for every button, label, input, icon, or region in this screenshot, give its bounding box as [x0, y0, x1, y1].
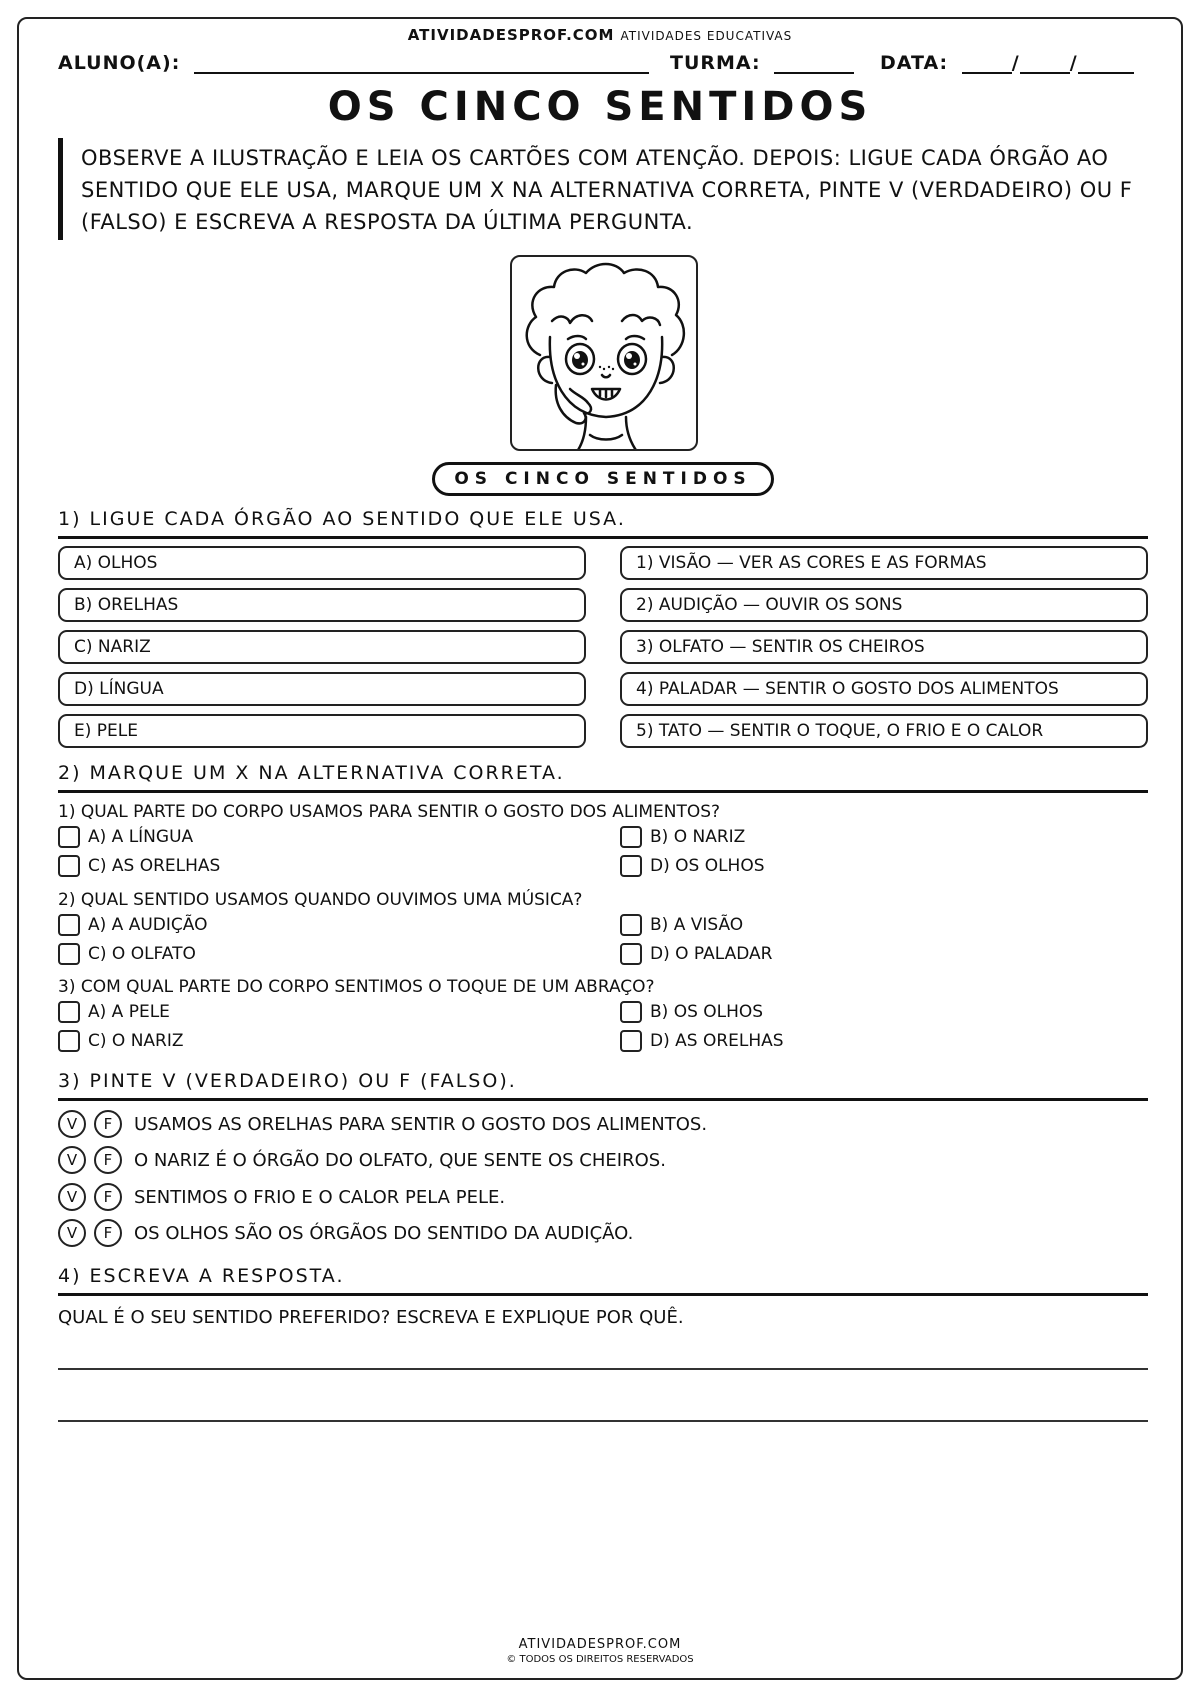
checkbox[interactable] [58, 826, 80, 848]
organ-card-b[interactable]: B) ORELHAS [58, 588, 586, 622]
option-label: B) O NARIZ [650, 827, 746, 847]
option-label: B) A VISÃO [650, 915, 744, 935]
turma-label: TURMA: [670, 52, 761, 74]
checkbox[interactable] [620, 914, 642, 936]
checkbox[interactable] [620, 1001, 642, 1023]
instructions-text: OBSERVE A ILUSTRAÇÃO E LEIA OS CARTÕES COM ATENÇÃO. DEPOIS: LIGUE CADA ÓRGÃO AO SENTIDO QUE ELE USA, MARQUE UM X NA ALTERNATIVA CORRETA, PINTE V (VERDADEIRO) OU F (FALSO) E ESCREVA A RESPOSTA DA ÚLTIMA PERGUNTA. [58, 138, 1148, 240]
statement-text: SENTIMOS O FRIO E O CALOR PELA PELE. [134, 1186, 506, 1208]
question-1-text: 1) QUAL PARTE DO CORPO USAMOS PARA SENTIR O GOSTO DOS ALIMENTOS? [58, 802, 721, 822]
q2-option-b[interactable] [620, 914, 743, 936]
option-label: A) A LÍNGUA [88, 827, 194, 847]
data-day-line[interactable] [962, 54, 1012, 74]
sense-card-1[interactable]: 1) VISÃO — VER AS CORES E AS FORMAS [620, 546, 1148, 580]
section2-title: 2) MARQUE UM X NA ALTERNATIVA CORRETA. [58, 762, 1148, 793]
student-info-row [58, 52, 1148, 82]
q1-option-d[interactable] [620, 855, 765, 877]
q3-option-c[interactable] [58, 1030, 184, 1052]
q3-option-d[interactable] [620, 1030, 784, 1052]
site-header [0, 26, 1200, 44]
false-circle[interactable]: F [94, 1219, 122, 1247]
option-label: A) A AUDIÇÃO [88, 915, 208, 935]
false-circle[interactable]: F [94, 1146, 122, 1174]
checkbox[interactable] [58, 855, 80, 877]
date-separator: / [1011, 52, 1020, 74]
option-label: A) A PELE [88, 1002, 170, 1022]
option-label: D) OS OLHOS [650, 856, 765, 876]
option-label: C) O NARIZ [88, 1031, 184, 1051]
tf-statement-3 [58, 1183, 505, 1213]
page-title: OS CINCO SENTIDOS [327, 84, 873, 130]
checkbox[interactable] [58, 1030, 80, 1052]
statement-text: OS OLHOS SÃO OS ÓRGÃOS DO SENTIDO DA AUDIÇÃO. [134, 1222, 634, 1244]
child-face-illustration [510, 255, 698, 451]
answer-line-1[interactable] [58, 1368, 1148, 1370]
q1-option-a[interactable] [58, 826, 193, 848]
footer-rights: © TODOS OS DIREITOS RESERVADOS [506, 1654, 694, 1665]
footer-site: ATIVIDADESPROF.COM [518, 1637, 682, 1652]
q3-option-b[interactable] [620, 1001, 763, 1023]
q2-option-a[interactable] [58, 914, 207, 936]
q2-option-d[interactable] [620, 943, 772, 965]
checkbox[interactable] [620, 855, 642, 877]
site-tagline: ATIVIDADES EDUCATIVAS [620, 29, 793, 43]
true-circle[interactable]: V [58, 1146, 86, 1174]
data-year-line[interactable] [1078, 54, 1134, 74]
section1-title: 1) LIGUE CADA ÓRGÃO AO SENTIDO QUE ELE USA. [58, 508, 1148, 539]
aluno-label: ALUNO(A): [58, 52, 181, 74]
tf-statement-1 [58, 1110, 707, 1140]
false-circle[interactable]: F [94, 1183, 122, 1211]
site-name: ATIVIDADESPROF.COM [407, 26, 615, 44]
section4-title: 4) ESCREVA A RESPOSTA. [58, 1265, 1148, 1296]
statement-text: USAMOS AS ORELHAS PARA SENTIR O GOSTO DOS ALIMENTOS. [134, 1113, 708, 1135]
checkbox[interactable] [620, 826, 642, 848]
question-3-text: 3) COM QUAL PARTE DO CORPO SENTIMOS O TOQUE DE UM ABRAÇO? [58, 977, 655, 997]
sense-card-3[interactable]: 3) OLFATO — SENTIR OS CHEIROS [620, 630, 1148, 664]
q1-option-c[interactable] [58, 855, 220, 877]
true-circle[interactable]: V [58, 1183, 86, 1211]
checkbox[interactable] [58, 943, 80, 965]
aluno-input-line[interactable] [194, 54, 649, 74]
section3-title: 3) PINTE V (VERDADEIRO) OU F (FALSO). [58, 1070, 1148, 1101]
option-label: C) O OLFATO [88, 944, 196, 964]
option-label: D) AS ORELHAS [650, 1031, 784, 1051]
sense-card-4[interactable]: 4) PALADAR — SENTIR O GOSTO DOS ALIMENTOS [620, 672, 1148, 706]
turma-input-line[interactable] [774, 54, 854, 74]
q2-option-c[interactable] [58, 943, 196, 965]
q3-option-a[interactable] [58, 1001, 170, 1023]
q1-option-b[interactable] [620, 826, 745, 848]
data-month-line[interactable] [1020, 54, 1070, 74]
sense-card-2[interactable]: 2) AUDIÇÃO — OUVIR OS SONS [620, 588, 1148, 622]
section-pill-title: OS CINCO SENTIDOS [432, 462, 774, 496]
checkbox[interactable] [58, 1001, 80, 1023]
data-field [880, 52, 1134, 74]
answer-line-2[interactable] [58, 1420, 1148, 1422]
option-label: B) OS OLHOS [650, 1002, 764, 1022]
sense-card-5[interactable]: 5) TATO — SENTIR O TOQUE, O FRIO E O CALOR [620, 714, 1148, 748]
tf-statement-4 [58, 1219, 633, 1249]
date-separator: / [1069, 52, 1078, 74]
checkbox[interactable] [620, 1030, 642, 1052]
checkbox[interactable] [58, 914, 80, 936]
organ-card-a[interactable]: A) OLHOS [58, 546, 586, 580]
organ-card-d[interactable]: D) LÍNGUA [58, 672, 586, 706]
section4-question: QUAL É O SEU SENTIDO PREFERIDO? ESCREVA E EXPLIQUE POR QUÊ. [58, 1307, 684, 1328]
option-label: C) AS ORELHAS [88, 856, 221, 876]
organ-card-c[interactable]: C) NARIZ [58, 630, 586, 664]
false-circle[interactable]: F [94, 1110, 122, 1138]
option-label: D) O PALADAR [650, 944, 773, 964]
child-face-icon [512, 257, 698, 451]
question-2-text: 2) QUAL SENTIDO USAMOS QUANDO OUVIMOS UMA MÚSICA? [58, 890, 583, 910]
true-circle[interactable]: V [58, 1219, 86, 1247]
statement-text: O NARIZ É O ÓRGÃO DO OLFATO, QUE SENTE OS CHEIROS. [134, 1149, 666, 1171]
true-circle[interactable]: V [58, 1110, 86, 1138]
organ-card-e[interactable]: E) PELE [58, 714, 586, 748]
tf-statement-2 [58, 1146, 666, 1176]
aluno-field [58, 52, 649, 74]
checkbox[interactable] [620, 943, 642, 965]
turma-field [670, 52, 854, 74]
data-label: DATA: [880, 52, 949, 74]
